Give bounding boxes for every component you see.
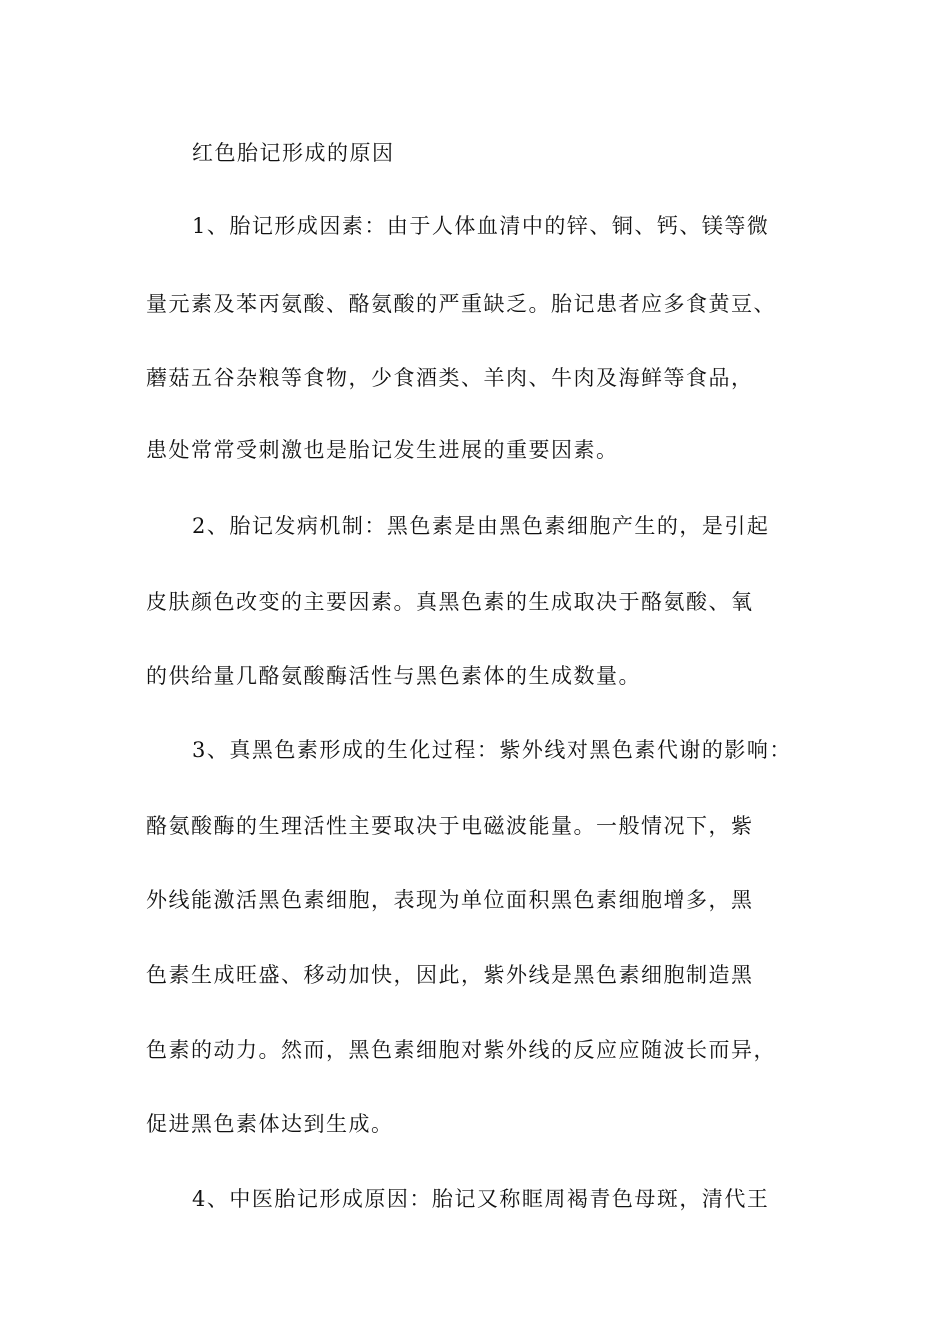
document-title: 红色胎记形成的原因	[192, 141, 395, 165]
paragraph-line: 3、真黑色素形成的生化过程：紫外线对黑色素代谢的影响：	[192, 738, 792, 762]
paragraph-line: 患处常常受刺激也是胎记发生进展的重要因素。	[146, 438, 619, 462]
paragraph-line: 外线能激活黑色素细胞，表现为单位面积黑色素细胞增多，黑	[146, 888, 754, 912]
paragraph-line: 促进黑色素体达到生成。	[146, 1112, 394, 1136]
paragraph-line: 4、中医胎记形成原因：胎记又称眶周褐青色母斑，清代王	[192, 1187, 770, 1211]
paragraph-line: 2、胎记发病机制：黑色素是由黑色素细胞产生的，是引起	[192, 514, 770, 538]
paragraph-line: 蘑菇五谷杂粮等食物，少食酒类、羊肉、牛肉及海鲜等食品，	[146, 366, 754, 390]
paragraph-line: 色素生成旺盛、移动加快，因此，紫外线是黑色素细胞制造黑	[146, 963, 754, 987]
paragraph-line: 的供给量几酪氨酸酶活性与黑色素体的生成数量。	[146, 664, 641, 688]
paragraph-line: 皮肤颜色改变的主要因素。真黑色素的生成取决于酪氨酸、氧	[146, 590, 754, 614]
paragraph-line: 酪氨酸酶的生理活性主要取决于电磁波能量。一般情况下，紫	[146, 814, 754, 838]
paragraph-line: 量元素及苯丙氨酸、酪氨酸的严重缺乏。胎记患者应多食黄豆、	[146, 292, 776, 316]
paragraph-line: 色素的动力。然而，黑色素细胞对紫外线的反应应随波长而异，	[146, 1038, 776, 1062]
paragraph-line: 1、胎记形成因素：由于人体血清中的锌、铜、钙、镁等微	[192, 214, 770, 238]
